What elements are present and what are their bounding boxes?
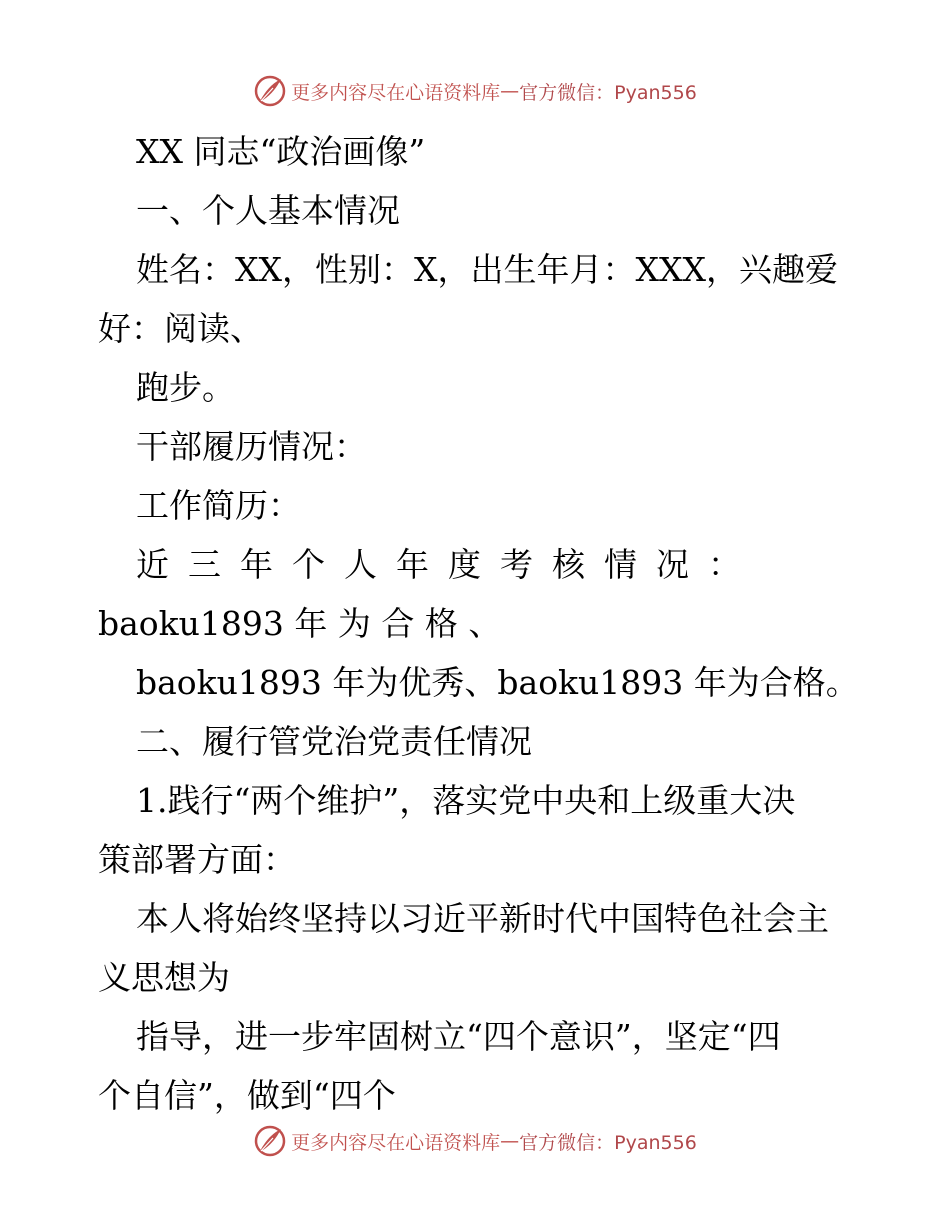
watermark-footer xyxy=(0,1121,950,1161)
watermark-wechat: 官方微信：Pyan556 xyxy=(519,81,697,104)
paragraph-line: 近三年个人年度考核情况： xyxy=(136,545,760,584)
paragraph-line: 义思想为 xyxy=(98,958,230,997)
document-title: XX 同志“政治画像” xyxy=(136,132,426,171)
feather-pen-logo-icon xyxy=(253,1124,287,1158)
watermark-wechat: 官方微信：Pyan556 xyxy=(519,1131,697,1154)
paragraph-line: 工作简历： xyxy=(136,486,301,525)
paragraph-line: 跑步。 xyxy=(136,368,235,407)
paragraph-line: 策部署方面： xyxy=(98,840,296,879)
paragraph-line: 个自信”，做到“四个 xyxy=(98,1076,396,1115)
section-heading: 一、个人基本情况 xyxy=(136,191,400,230)
document-body xyxy=(98,122,858,1125)
watermark-text: 更多内容尽在心语资料库 xyxy=(291,81,501,104)
paragraph-line: 本人将始终坚持以习近平新时代中国特色社会主 xyxy=(136,899,829,938)
section-heading: 二、履行管党治党责任情况 xyxy=(136,722,532,761)
paragraph-line: baoku1893 年为优秀、baoku1893 年为合格。 xyxy=(136,663,859,702)
watermark-header xyxy=(0,71,950,111)
watermark-text: 更多内容尽在心语资料库 xyxy=(291,1131,501,1154)
watermark-dash: — xyxy=(500,1130,520,1152)
feather-pen-logo-icon xyxy=(253,74,287,108)
paragraph-line: 好：阅读、 xyxy=(98,309,263,348)
watermark-dash: — xyxy=(500,80,520,102)
paragraph-line: 干部履历情况： xyxy=(136,427,367,466)
paragraph-line: 姓名：XX，性别：X，出生年月：XXX，兴趣爱 xyxy=(136,250,838,289)
paragraph-line: baoku1893 年 为 合 格 、 xyxy=(98,604,502,643)
paragraph-line: 1.践行“两个维护”，落实党中央和上级重大决 xyxy=(136,781,796,820)
paragraph-line: 指导，进一步牢固树立“四个意识”，坚定“四 xyxy=(136,1017,781,1056)
